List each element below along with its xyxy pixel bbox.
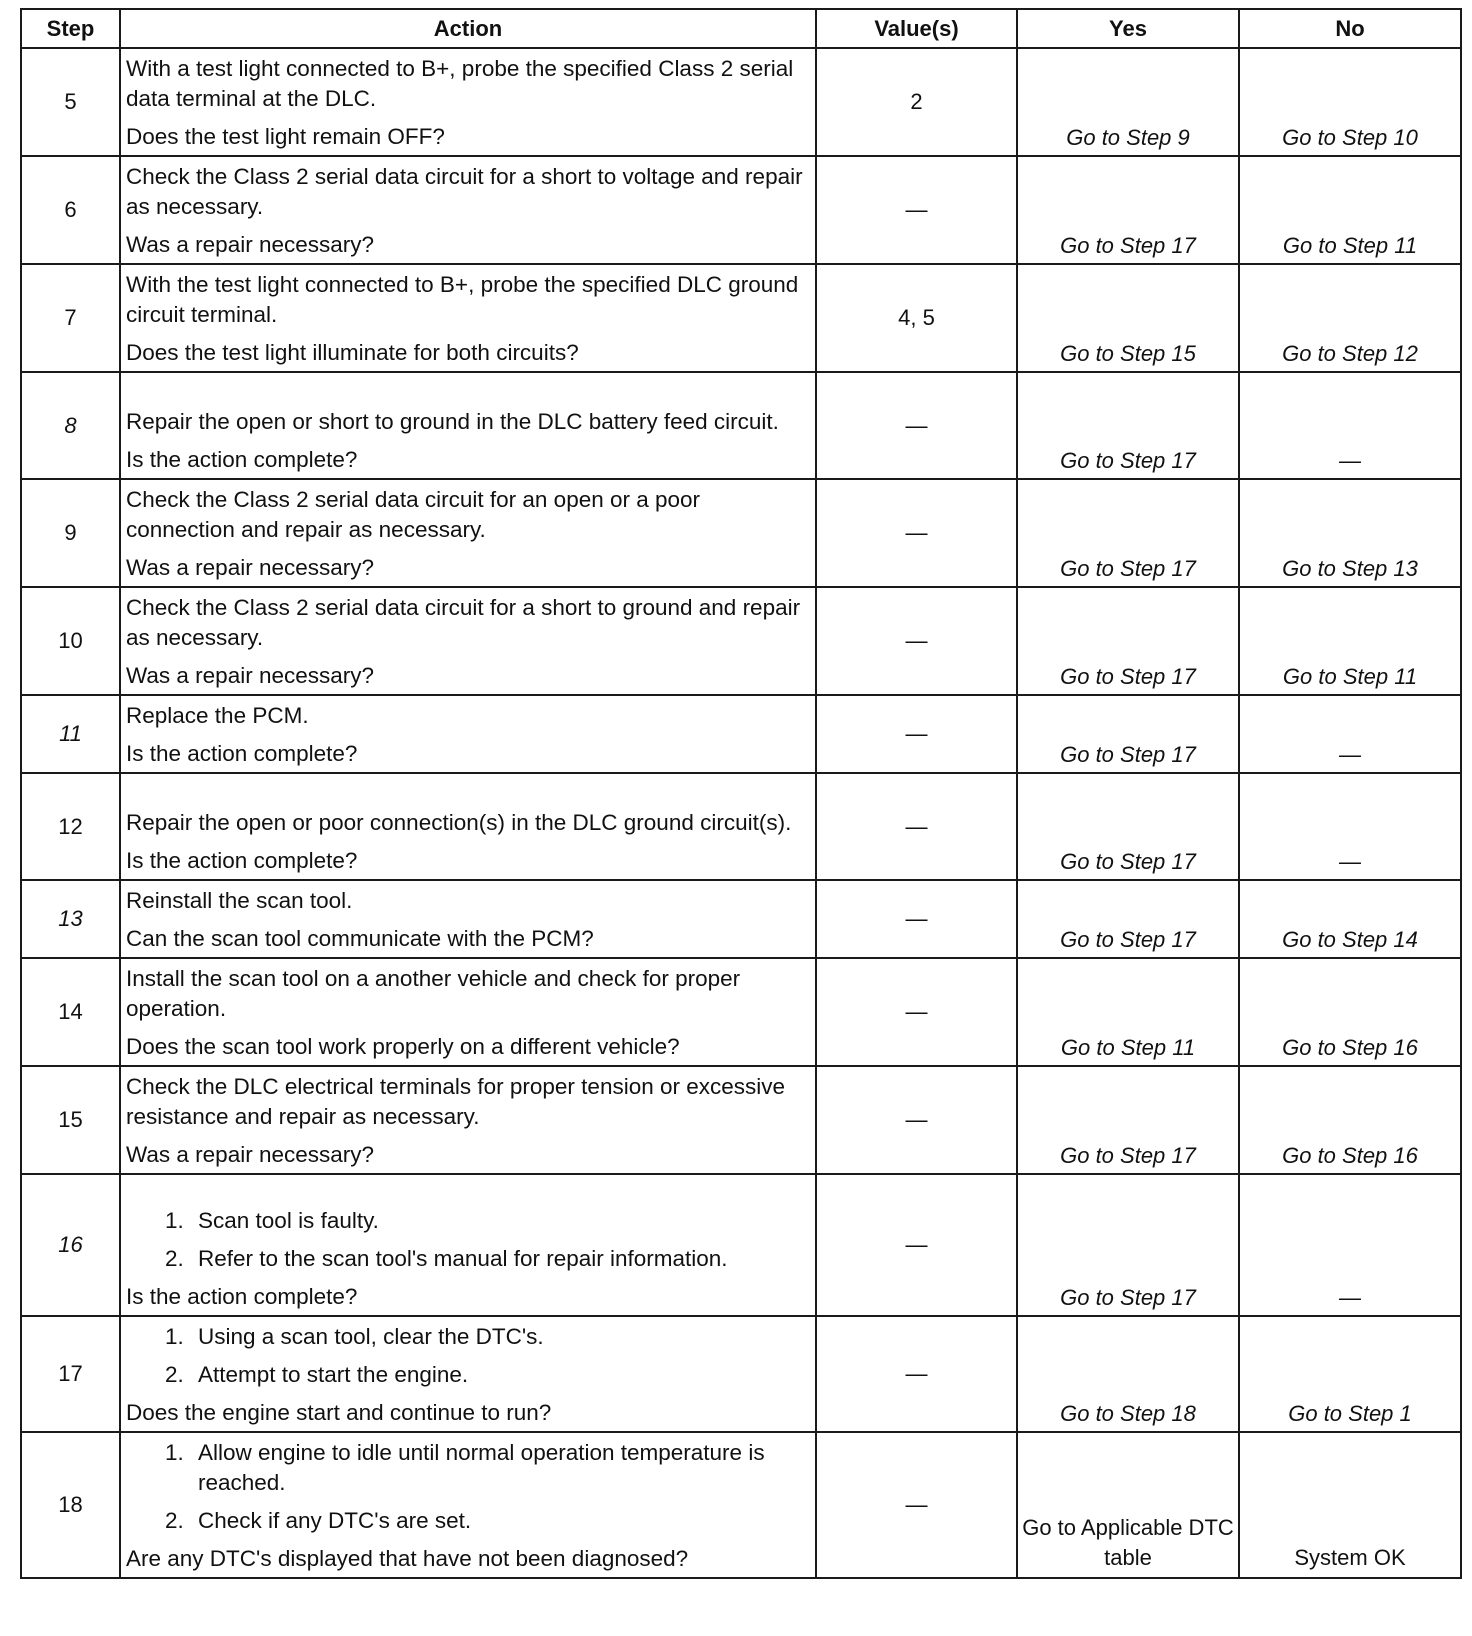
action-cell xyxy=(120,958,816,1066)
action-text: Check the Class 2 serial data circuit for a short to ground and repair as necessary. xyxy=(126,595,801,650)
value-cell: 4, 5 xyxy=(816,264,1017,372)
diagnostic-table-container xyxy=(20,8,1460,1579)
action-question: Was a repair necessary? xyxy=(126,663,375,688)
action-text: Install the scan tool on a another vehicle and check for proper operation. xyxy=(126,966,741,1021)
action-cell xyxy=(120,587,816,695)
action-cell xyxy=(120,48,816,156)
value-cell: — xyxy=(816,1174,1017,1316)
action-list-item: 1. Scan tool is faulty. xyxy=(190,1206,811,1236)
action-cell xyxy=(120,880,816,958)
table-row xyxy=(21,156,1461,264)
value-cell: — xyxy=(816,587,1017,695)
action-text: Replace the PCM. xyxy=(126,703,309,728)
no-cell: — xyxy=(1239,372,1461,479)
table-row xyxy=(21,695,1461,773)
yes-cell: Go to Step 17 xyxy=(1017,587,1239,695)
table-row xyxy=(21,264,1461,372)
value-cell: — xyxy=(816,1316,1017,1432)
yes-cell: Go to Step 17 xyxy=(1017,695,1239,773)
step-number: 11 xyxy=(21,695,120,773)
action-question: Can the scan tool communicate with the PCM? xyxy=(126,926,594,951)
no-cell: Go to Step 13 xyxy=(1239,479,1461,587)
action-cell xyxy=(120,1066,816,1174)
step-number: 9 xyxy=(21,479,120,587)
action-list-item: 1. Using a scan tool, clear the DTC's. xyxy=(190,1322,811,1352)
action-text: Repair the open or poor connection(s) in the DLC ground circuit(s). xyxy=(126,810,792,835)
value-cell: — xyxy=(816,156,1017,264)
action-list-item: 2. Refer to the scan tool's manual for repair information. xyxy=(190,1244,811,1274)
header-no: No xyxy=(1239,9,1461,48)
step-number: 12 xyxy=(21,773,120,880)
action-text: With the test light connected to B+, probe the specified DLC ground circuit terminal. xyxy=(126,272,799,327)
yes-cell: Go to Step 17 xyxy=(1017,479,1239,587)
no-cell: — xyxy=(1239,695,1461,773)
step-number: 10 xyxy=(21,587,120,695)
table-row xyxy=(21,880,1461,958)
value-cell: — xyxy=(816,1066,1017,1174)
no-cell: Go to Step 12 xyxy=(1239,264,1461,372)
no-cell: Go to Step 16 xyxy=(1239,1066,1461,1174)
yes-cell: Go to Step 17 xyxy=(1017,773,1239,880)
step-number: 18 xyxy=(21,1432,120,1578)
action-list xyxy=(126,1438,811,1536)
action-cell xyxy=(120,479,816,587)
action-list-item: 1. Allow engine to idle until normal operation temperature is reached. xyxy=(190,1438,811,1498)
action-text: Check the Class 2 serial data circuit for an open or a poor connection and repair as necessary. xyxy=(126,487,701,542)
step-number: 16 xyxy=(21,1174,120,1316)
yes-cell: Go to Applicable DTC table xyxy=(1017,1432,1239,1578)
yes-cell: Go to Step 9 xyxy=(1017,48,1239,156)
value-cell: 2 xyxy=(816,48,1017,156)
value-cell: — xyxy=(816,958,1017,1066)
header-action: Action xyxy=(120,9,816,48)
step-number: 17 xyxy=(21,1316,120,1432)
action-question: Are any DTC's displayed that have not been diagnosed? xyxy=(126,1546,689,1571)
value-cell: — xyxy=(816,880,1017,958)
step-number: 13 xyxy=(21,880,120,958)
action-text: With a test light connected to B+, probe the specified Class 2 serial data terminal at the DLC. xyxy=(126,56,794,111)
action-question: Was a repair necessary? xyxy=(126,232,375,257)
no-cell: Go to Step 1 xyxy=(1239,1316,1461,1432)
table-row xyxy=(21,773,1461,880)
action-question: Is the action complete? xyxy=(126,447,358,472)
no-cell: — xyxy=(1239,773,1461,880)
table-row xyxy=(21,587,1461,695)
action-question: Is the action complete? xyxy=(126,848,358,873)
step-number: 15 xyxy=(21,1066,120,1174)
action-list-item: 2. Check if any DTC's are set. xyxy=(190,1506,811,1536)
action-question: Was a repair necessary? xyxy=(126,555,375,580)
step-number: 14 xyxy=(21,958,120,1066)
action-list xyxy=(126,1206,811,1274)
action-cell xyxy=(120,372,816,479)
no-cell: Go to Step 14 xyxy=(1239,880,1461,958)
yes-cell: Go to Step 17 xyxy=(1017,1066,1239,1174)
value-cell: — xyxy=(816,773,1017,880)
yes-cell: Go to Step 17 xyxy=(1017,372,1239,479)
action-cell xyxy=(120,773,816,880)
table-row xyxy=(21,1066,1461,1174)
action-question: Was a repair necessary? xyxy=(126,1142,375,1167)
step-number: 7 xyxy=(21,264,120,372)
table-row xyxy=(21,1316,1461,1432)
no-cell: System OK xyxy=(1239,1432,1461,1578)
no-cell: — xyxy=(1239,1174,1461,1316)
action-cell xyxy=(120,1174,816,1316)
yes-cell: Go to Step 15 xyxy=(1017,264,1239,372)
action-question: Does the scan tool work properly on a different vehicle? xyxy=(126,1034,680,1059)
action-cell xyxy=(120,1432,816,1578)
value-cell: — xyxy=(816,695,1017,773)
action-question: Is the action complete? xyxy=(126,1284,358,1309)
table-row xyxy=(21,1432,1461,1578)
action-list-item: 2. Attempt to start the engine. xyxy=(190,1360,811,1390)
yes-cell: Go to Step 17 xyxy=(1017,1174,1239,1316)
yes-cell: Go to Step 17 xyxy=(1017,880,1239,958)
table-row xyxy=(21,48,1461,156)
action-text: Reinstall the scan tool. xyxy=(126,888,353,913)
action-text: Check the DLC electrical terminals for proper tension or excessive resistance and repair as necessary. xyxy=(126,1074,786,1129)
action-cell xyxy=(120,1316,816,1432)
table-row xyxy=(21,1174,1461,1316)
no-cell: Go to Step 11 xyxy=(1239,587,1461,695)
value-cell: — xyxy=(816,479,1017,587)
header-values: Value(s) xyxy=(816,9,1017,48)
no-cell: Go to Step 16 xyxy=(1239,958,1461,1066)
diagnostic-table xyxy=(20,8,1462,1579)
step-number: 6 xyxy=(21,156,120,264)
yes-cell: Go to Step 18 xyxy=(1017,1316,1239,1432)
action-question: Is the action complete? xyxy=(126,741,358,766)
action-cell xyxy=(120,695,816,773)
action-question: Does the test light remain OFF? xyxy=(126,124,445,149)
action-question: Does the engine start and continue to run? xyxy=(126,1400,552,1425)
table-row xyxy=(21,479,1461,587)
action-cell xyxy=(120,156,816,264)
action-list xyxy=(126,1322,811,1390)
action-cell xyxy=(120,264,816,372)
action-text: Repair the open or short to ground in the DLC battery feed circuit. xyxy=(126,409,779,434)
value-cell: — xyxy=(816,372,1017,479)
step-number: 5 xyxy=(21,48,120,156)
header-yes: Yes xyxy=(1017,9,1239,48)
yes-cell: Go to Step 11 xyxy=(1017,958,1239,1066)
step-number: 8 xyxy=(21,372,120,479)
no-cell: Go to Step 11 xyxy=(1239,156,1461,264)
table-row xyxy=(21,958,1461,1066)
no-cell: Go to Step 10 xyxy=(1239,48,1461,156)
yes-cell: Go to Step 17 xyxy=(1017,156,1239,264)
header-step: Step xyxy=(21,9,120,48)
action-question: Does the test light illuminate for both circuits? xyxy=(126,340,579,365)
header-row xyxy=(21,9,1461,48)
action-text: Check the Class 2 serial data circuit for a short to voltage and repair as necessary. xyxy=(126,164,803,219)
value-cell: — xyxy=(816,1432,1017,1578)
table-row xyxy=(21,372,1461,479)
